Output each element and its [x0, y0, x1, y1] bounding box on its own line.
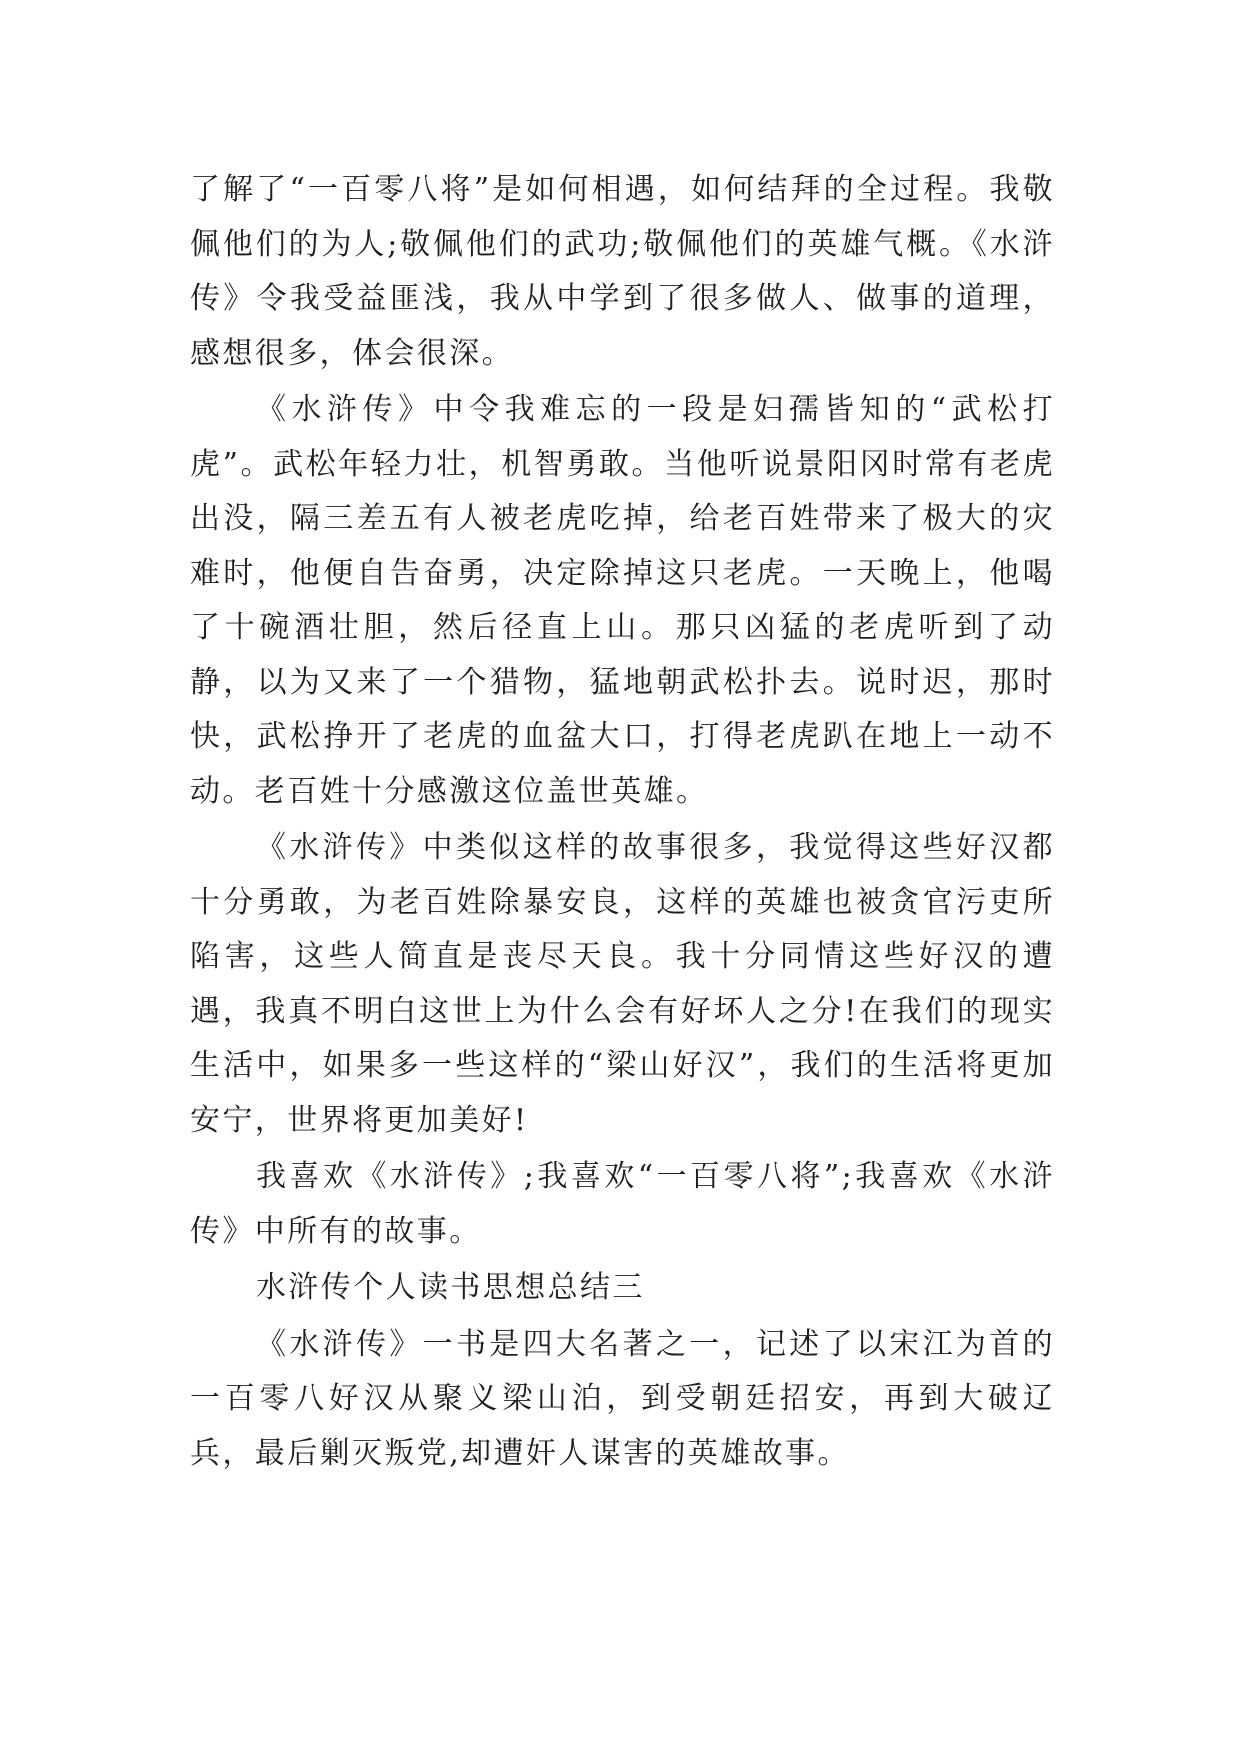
- paragraph-summary: 《水浒传》一书是四大名著之一，记述了以宋江为首的一百零八好汉从聚义梁山泊，到受朝廷招安，再到大破辽兵，最后剿灭叛党,却遭奸人谋害的英雄故事。: [190, 1326, 1055, 1471]
- paragraph-i-like: 我喜欢《水浒传》;我喜欢“一百零八将”;我喜欢《水浒传》中所有的故事。: [190, 1159, 1055, 1249]
- paragraph-continuation: 了解了“一百零八将”是如何相遇，如何结拜的全过程。我敬佩他们的为人;敬佩他们的武功;敬佩他们的英雄气概。《水浒传》令我受益匪浅，我从中学到了很多做人、做事的道理，感想很多，体会很深。: [190, 172, 1055, 371]
- paragraph-wusong: 《水浒传》中令我难忘的一段是妇孺皆知的“武松打虎”。武松年轻力壮，机智勇敢。当他听说景阳冈时常有老虎出没，隔三差五有人被老虎吃掉，给老百姓带来了极大的灾难时，他便自告奋勇，决定除掉这只老虎。一天晚上，他喝了十碗酒壮胆，然后径直上山。那只凶猛的老虎听到了动静，以为又来了一个猎物，猛地朝武松扑去。说时迟，那时快，武松挣开了老虎的血盆大口，打得老虎趴在地上一动不动。老百姓十分感激这位盖世英雄。: [190, 392, 1055, 809]
- section-heading: 水浒传个人读书思想总结三: [256, 1270, 645, 1305]
- paragraph-heroes: 《水浒传》中类似这样的故事很多，我觉得这些好汉都十分勇敢，为老百姓除暴安良，这样的英雄也被贪官污吏所陷害，这些人简直是丧尽天良。我十分同情这些好汉的遭遇，我真不明白这世上为什么会有好坏人之分!在我们的现实生活中，如果多一些这样的“梁山好汉”，我们的生活将更加安宁，世界将更加美好!: [190, 830, 1055, 1138]
- document-body: [190, 163, 1055, 1483]
